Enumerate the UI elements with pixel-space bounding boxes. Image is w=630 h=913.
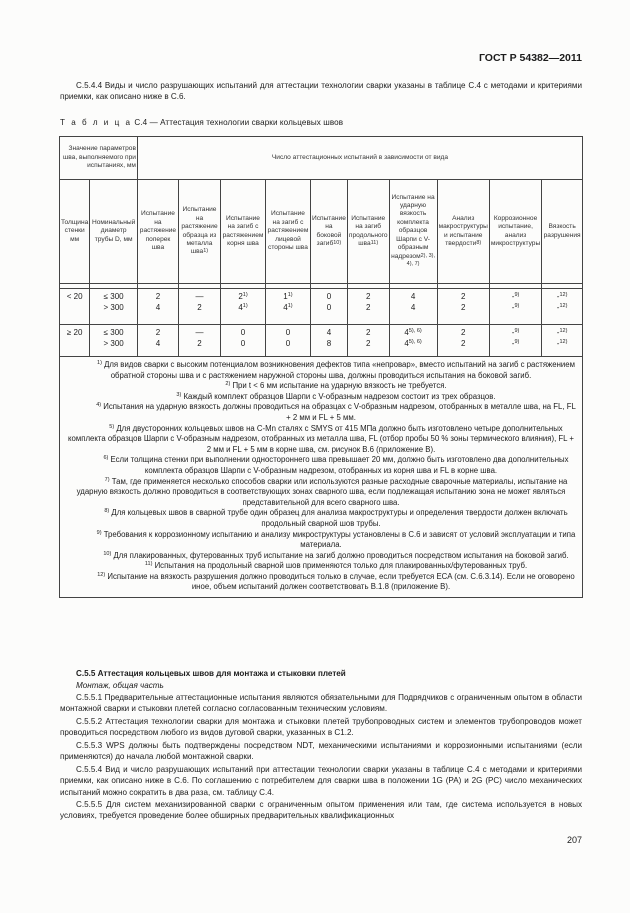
table-note: $^{5)}$ Для двусторонних кольцевых швов на C-Mn сталях с SMYS от 415 МПа должно быть изготовлено четыре дополнительных комплекта образцов Шарпи с V-образным надрезом, отобранных из металла шва, FL (отбор пробы 50 % зоны термического влияния), FL + 2 мм и FL + 5 мм в корне шва, см. рисунок В.6 (приложение В). (68, 423, 574, 454)
intro-paragraph: С.5.4.4 Виды и число разрушающих испытаний для аттестации технологии сварки указаны в таблице С.4 с методами и критериями приемки, как описано ниже в С.6. (60, 81, 582, 102)
table-row: < 20 ≤ 300 > 300 2 4 — 2 2$^{1)}$ 4$^{1)}$ 1$^{1)}$ 4$^{1)}$ 0 0 2 2 4 4 2 2 -$^{9)}$ -$^{9)}$ -$^{12)}$ -$^{12)}$ (60, 289, 583, 325)
table-note: $^{4)}$ Испытания на ударную вязкость должны проводиться на образцах с V-образным надрезом, отобранных в металле шва, на FL, FL + 2 мм и FL + 5 мм. (96, 402, 576, 422)
header-diameter: Номинальный диаметр трубы D, мм (90, 180, 138, 284)
table-note: $^{10)}$ Для плакированных, футерованных труб испытание на загиб должно проводиться посредством испытания на боковой загиб. (103, 550, 569, 560)
page-number: 207 (566, 835, 582, 845)
table-note: $^{12)}$ Испытание на вязкость разрушения должно проводиться только в случае, если требуется ECA (см. С.6.3.14). Если не оговорено иное, объем испытаний должен соответствовать В.1.8 (приложение В). (97, 571, 575, 592)
header-thickness: Толщина стенки мм (60, 180, 90, 284)
table-caption-prefix: Т а б л и ц а (60, 118, 132, 127)
table-note: $^{2)}$ При t < 6 мм испытание на ударную вязкость не требуется. (225, 381, 447, 391)
table-row: ≥ 20 ≤ 300 > 300 2 4 — 2 0 0 0 0 4 8 2 2 $4^{5), 6)}$ $4^{5), 6)}$ 2 2 -$^{9)}$ -$^{9)}$ -$^{12)}$ -$^{12)}$ (60, 325, 583, 357)
certification-table (59, 136, 583, 598)
paragraph-c554: С.5.5.4 Вид и число разрушающих испытаний при аттестации технологии сварки указаны в таблице С.4 с методами и критериями приемки, как описано ниже в С.6. По соглашению с потребителем для сварки шва в положении 1G (РА) и 2G (РС) число механических испытаний можно сократить в два раза, см. таблицу С.4. (60, 765, 582, 797)
header-toughness: Вязкость разрушения (542, 180, 583, 284)
header-long-bend: Испытание на загиб продольного шва$^{11)}$ (347, 180, 389, 284)
header-corrosion: Коррозионное испытание, анализ микроструктуры (489, 180, 541, 284)
table-note: $^{8)}$ Для кольцевых швов в сварной трубе один образец для анализа макроструктуры и определения твердости должен включать продольный сварной шов трубы. (104, 508, 568, 528)
header-tensile-metal: Испытание на растяжение образца из металла шва$^{1)}$ (178, 180, 220, 284)
table-caption (60, 118, 343, 127)
table-note: $^{3)}$ Каждый комплект образцов Шарпи с V-образным надрезом состоит из трех образцов. (176, 391, 496, 401)
header-impact: Испытание на ударную вязкость комплекта образцов Шарпи с V-образным надрезом$^{2), 3), 4), 7)}$ (389, 180, 437, 284)
header-group-params: Значение параметров шва, выполняемого при испытаниях, мм (60, 137, 138, 180)
header-side-bend: Испытание на боковой загиб$^{10)}$ (310, 180, 347, 284)
table-note: $^{9)}$ Требования к коррозионному испытанию и анализу микроструктуры установлены в С.6 и зависят от условий эксплуатации и типа материала. (96, 529, 576, 550)
header-group-tests: Число аттестационных испытаний в зависимости от вида (137, 137, 582, 180)
paragraph-c553: С.5.5.3 WPS должны быть подтверждены посредством NDT, механическими испытаниями и коррозионными испытаниями (если применяются) до начала любой монтажной сварки. (60, 741, 582, 762)
header-macro: Анализ макроструктуры и испытание твердости$^{8)}$ (437, 180, 489, 284)
paragraph-c551: С.5.5.1 Предварительные аттестационные испытания являются обязательными для Подрядчиков с ограниченным опытом в области монтажной сварки и стыковки плетей согласно согласованным техническим условиям. (60, 693, 582, 714)
table-note: $^{7)}$ Там, где применяется несколько способов сварки или используются разные расходные сварочные материалы, испытание на ударную вязкость должно проводиться в соответствующих зонах сварного шва, если подлежащая испытанию зона не может являться представительной для всего сварного шва. (76, 476, 568, 507)
section-title: С.5.5 Аттестация кольцевых швов для монтажа и стыковки плетей (76, 669, 346, 678)
paragraph-c555: С.5.5.5 Для систем механизированной сварки с ограниченным опытом применения или там, где система используется в новых условиях, требуется проведение более обширных предварительных квалификационных (60, 800, 582, 821)
table-note: $^{1)}$ Для видов сварки с высоким потенциалом возникновения дефектов типа «непровар», вместо испытаний на загиб с растяжением обратной стороны шва и с растяжением наружной стороны шва, должны проводиться испытания на боковой загиб. (97, 360, 575, 380)
table-notes (60, 357, 583, 598)
header-bend-face: Испытание на загиб с растяжением лицевой стороны шва (265, 180, 310, 284)
paragraph-c552: С.5.5.2 Аттестация технологии сварки для монтажа и стыковки плетей трубопроводных систем и элементов трубопроводов может проводиться посредством любого из видов дуговой сварки, указанных в С1.2. (60, 717, 582, 738)
section-subtitle: Монтаж, общая часть (76, 681, 164, 690)
header-bend-root: Испытание на загиб с растяжением корня шва (221, 180, 266, 284)
table-caption-text: С.4 — Аттестация технологии сварки кольцевых швов (134, 118, 344, 127)
table-note: $^{11)}$ Испытания на продольный сварной шов применяются только для плакированных/футерованных труб. (144, 561, 528, 571)
document-header: ГОСТ Р 54382—2011 (478, 52, 582, 64)
header-tensile: Испытание на растяжение поперек шва (137, 180, 178, 284)
table-note: $^{6)}$ Если толщина стенки при выполнении одностороннего шва превышает 20 мм, должно быть изготовлено два дополнительных комплекта образцов Шарпи с V-образным надрезом, отобранных из корня шва и FL в корне шва. (103, 455, 569, 475)
